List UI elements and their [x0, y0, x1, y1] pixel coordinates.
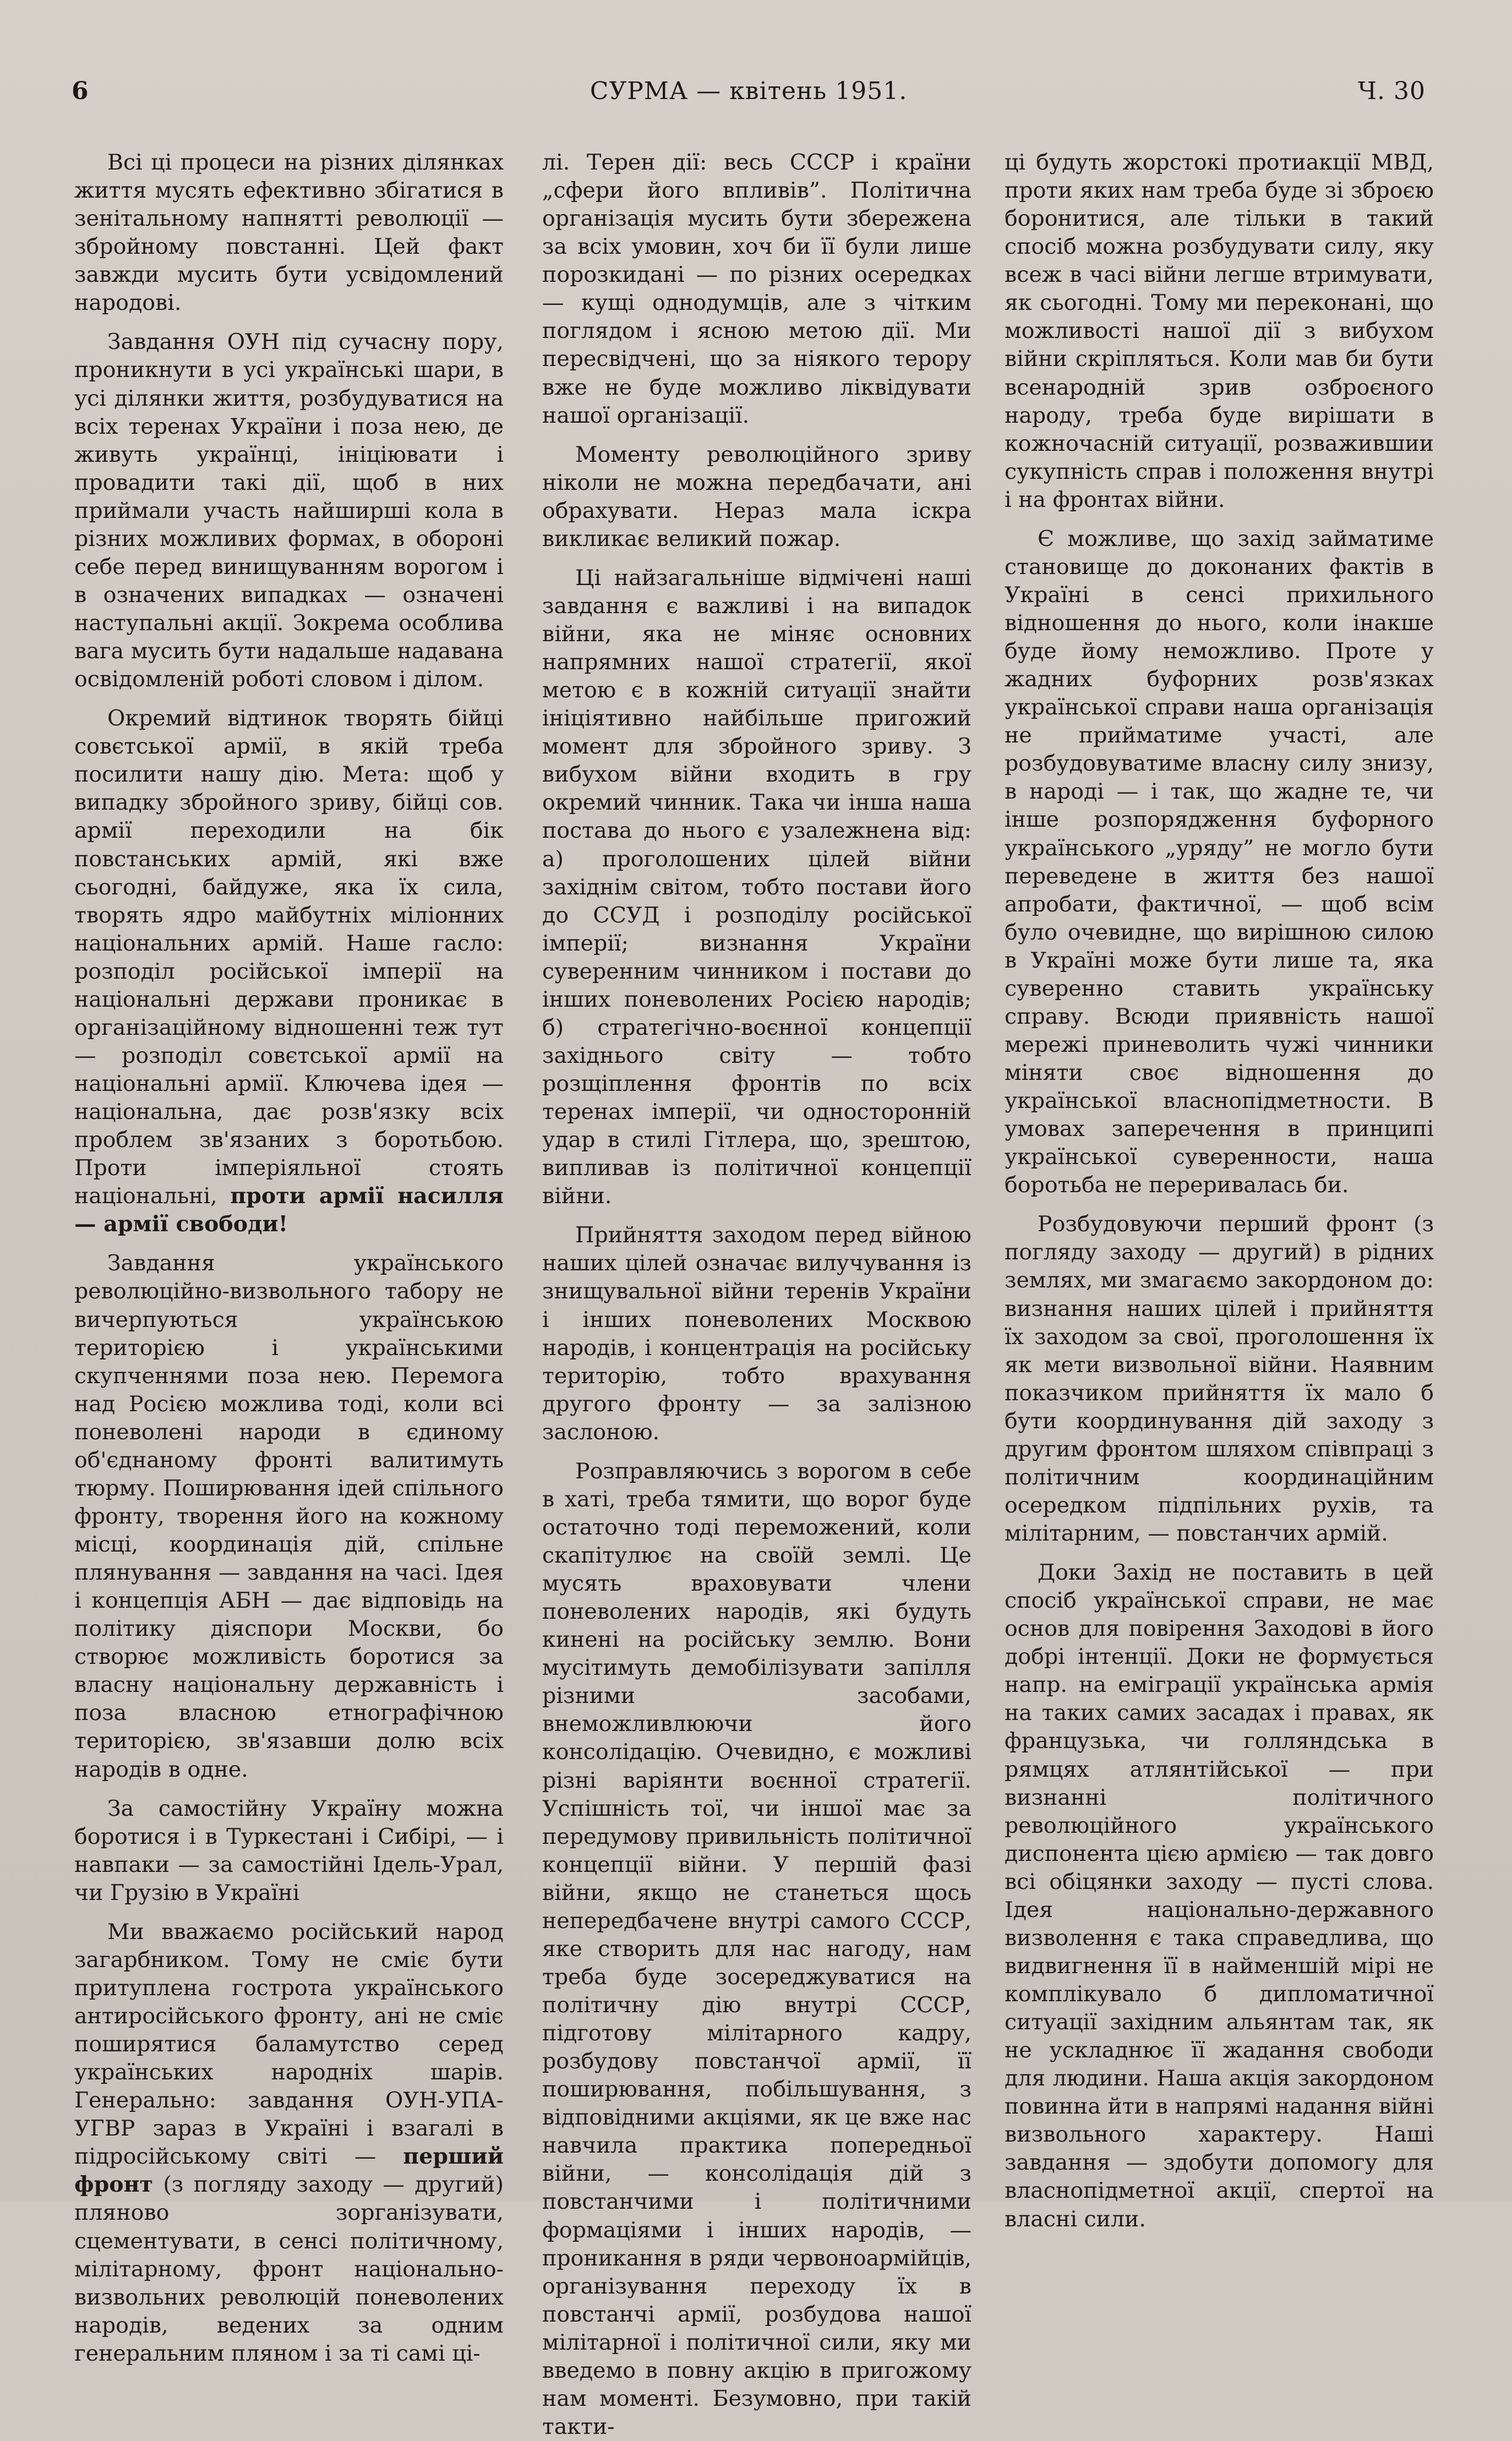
paragraph: За самостійну Україну можна боротися і в Туркестані і Сибірі, — і навпаки — за самостійні Ідель-Урал, чи Грузію в Україні [74, 1795, 504, 1905]
text-column-2 [542, 149, 971, 2439]
bold-slogan: проти армії насилля — армії свободи! [74, 1183, 504, 1237]
page-header [72, 77, 1426, 121]
paragraph: Розправляючись з ворогом в себе в хаті, треба тямити, що ворог буде остаточно тоді переможений, коли скапітулює на своїй землі. Це мусять враховувати члени поневолених народів, які будуть кинені на російську землю. Вони мусітимуть демобілізувати запілля різними засобами, внеможливлюючи його консолідацію. Очевидно, є можливі різні варіянти воєнної стратегії. Успішність тої, чи іншої має за передумову привильність політичної концепції війни. У першій фазі війни, якщо не станеться щось непередбачене внутрі самого СССР, яке створить для нас нагоду, нам треба буде зосереджуватися на політичну дію внутрі СССР, підготову мілітарного кадру, розбудову повстанчої армії, її поширювання, побільшування, з відповідними акціями, як це вже нас навчила практика попередньої війни, — консолідація дій з повстанчими і політичними формаціями і інших народів, — проникання в ряди червоноармійців, організування переходу їх в повстанчі армії, розбудова нашої мілітарної і політичної сили, яку ми введемо в повну акцію в пригожому нам моменті. Безумовно, при такій такти- [542, 1458, 971, 2439]
paragraph: лі. Терен дії: весь СССР і країни „сфери його впливів”. Політична організація мусить бути збережена за всіх умовин, хоч би її були лише порозкидані — по різних осередках — кущі однодумців, але з чітким поглядом і ясною метою дії. Ми пересвідчені, що за ніякого терору вже не буде можливо ліквідувати нашої організації. [542, 150, 971, 428]
paragraph [74, 1918, 504, 2368]
issue-number: Ч. 30 [1358, 77, 1426, 105]
paragraph [74, 705, 504, 1238]
paragraph: Завдання українського революційно-визвольного табору не вичерпуються українською територією і українськими скупченнями поза нею. Перемога над Росією можлива тоді, коли всі поневолені народи в єдиному об'єднаному фронті валитимуть тюрму. Поширювання ідей спільного фронту, творення його на кожному місці, координація дій, спільне плянування — завдання на часі. Ідея і концепція АБН — дає відповідь на політику діяспори Москви, бо створює можливість боротися за власну національну державність і поза власною етнографічною територією, зв'язавши долю всіх народів в одне. [74, 1250, 504, 1782]
text-column-3 [1005, 149, 1434, 2232]
paragraph: Всі ці процеси на різних ділянках життя мусять ефективно збігатися в зенітальному напнятті революції — збройному повстанні. Цей факт завжди мусить бути усвідомлений народові. [74, 150, 504, 316]
paragraph: Доки Захід не поставить в цей спосіб української справи, не має основ для повірення Заходові в його добрі інтенції. Доки не формується напр. на еміграції українська армія на таких самих засадах і правах, як французька, чи голляндська в рямцях атлянтійської — при визнанні політичного революційного українського диспонента цією армією — так довго всі обіцянки заходу — пусті слова. Ідея національно-державного визволення є така справедлива, що видвигнення її в найменшій мірі не комплікувало б дипломатичної ситуації західним альянтам так, як не ускладнює її жадання свободи для людини. Наша акція закордоном повинна йти в напрямі надання війні визвольного характеру. Наші завдання — здобути допомогу для власнопідметної акції, спертої на власні сили. [1005, 1560, 1434, 2232]
text-column-1 [74, 149, 504, 2366]
bold-term: перший фронт [74, 2144, 504, 2198]
paragraph: Ці найзагальніше відмічені наші завдання є важливі і на випадок війни, яка не міняє основних напрямних нашої стратегії, якої метою є в кожній ситуації знайти ініціятивно найбільше пригожий момент для збройного зриву. З вибухом війни входить в гру окремий чинник. Така чи інша наша постава до нього є узалежнена від: а) проголошених цілей війни західнім світом, тобто постави його до ССУД і розподілу російської імперії; визнання України суверенним чинником і постави до інших поневолених Росією народів; б) стратегічно-воєнної концепції західнього світу — тобто розщіплення фронтів по всіх теренах імперії, чи односторонній удар в стилі Гітлера, що, зрештою, випливав із політичної концепції війни. [542, 565, 971, 1209]
paragraph: Розбудовуючи перший фронт (з погляду заходу — другий) в рідних землях, ми змагаємо закордоном до: визнання наших цілей і прийняття їх заходом за свої, проголошення їх як мети визвольної війни. Наявним показчиком прийняття їх мало б бути координування дій заходу з другим фронтом шляхом співпраці з політичним координаційним осередком підпільних рухів, та мілітарним, — повстанчих армій. [1005, 1211, 1434, 1546]
paragraph: Є можливе, що захід займатиме становище до доконаних фактів в Україні в сенсі прихильного відношення до нього, коли інакше буде йому неможливо. Проте у жадних буфорних розв'язках української справи наша організація не прийматиме участі, але розбудовуватиме власну силу знизу, в народі — і так, що жадне те, чи інше розпорядження буфорного українського „уряду” не могло бути переведене в життя без нашої апробати, фактичної, — щоб всім було очевидне, що вирішною силою в Україні може бути лише та, яка суверенно ставить українську справу. Всюди приявність нашої мережі приневолить чужі чинники міняти своє відношення до української власнопідметности. В умовах заперечення в принципі української суверенности, наша боротьба не переривалась би. [1005, 526, 1434, 1198]
paragraph-text: Окремий відтинок творять бійці совєтської армії, в якій треба посилити нашу дію. Мета: щоб у випадку збройного зриву, бійці сов. армії переходили на бік повстанських армій, які вже сьогодні, байдуже, яка їх сила, творять ядро майбутніх міліонних національних армій. Наше гасло: розподіл російської імперії на національні держави проникає в організаційному відношенні теж тут — розподіл совєтської армії на національні армії. Ключева ідея — національна, дає розв'язку всіх проблем зв'язаних з боротьбою. Проти імперіяльної стоять національні, [74, 706, 504, 1209]
paragraph-text: Ми вважаємо російський народ загарбником. Тому не сміє бути притуплена гострота українського антиросійського фронту, ані не сміє поширятися баламутство серед українських народніх шарів. Генерально: завдання ОУН-УПА-УГВР зараз в Україні і взагалі в підросійському світі — [74, 1919, 504, 2170]
running-title: СУРМА — квітень 1951. [589, 77, 908, 105]
page-number: 6 [72, 77, 89, 105]
paragraph: Моменту революційного зриву ніколи не можна передбачати, ані обрахувати. Нераз мала іскра викликає великий пожар. [542, 441, 971, 551]
paragraph: Завдання ОУН під сучасну пору, проникнути в усі українські шари, в усі ділянки життя, розбудуватися на всіх теренах України і поза нею, де живуть українці, ініціювати і провадити такі дії, щоб в них приймали участь найширші кола в різних можливих формах, в обороні себе перед винищуванням ворогом і в означених випадках — означені наступальні акції. Зокрема особлива вага мусить бути надальше надавана освідомленій роботі словом і ділом. [74, 329, 504, 692]
paragraph-text: (з погляду заходу — другий) пляново зорганізувати, сцементувати, в сенсі політичному, мілітарному, фронт національно-визвольних революцій поневолених народів, ведених за одним генеральним пляном і за ті самі ці- [74, 2172, 504, 2366]
paragraph: Прийняття заходом перед війною наших цілей означає вилучування із знищувальної війни теренів України і інших поневолених Москвою народів, і концентрація на російську територію, тобто врахування другого фронту — за залізною заслоною. [542, 1222, 971, 1445]
paragraph: ці будуть жорстокі протиакції МВД, проти яких нам треба буде зі зброєю боронитися, але тільки в такий спосіб можна розбудувати силу, яку всеж в часі війни легше втримувати, як сьогодні. Тому ми переконані, що можливості нашої дії з вибухом війни скріпляться. Коли мав би бути всенародній зрив озброєного народу, треба буде вирішати в кожночасній ситуації, розважившии сукупність справ і положення внутрі і на фронтах війни. [1005, 150, 1434, 512]
